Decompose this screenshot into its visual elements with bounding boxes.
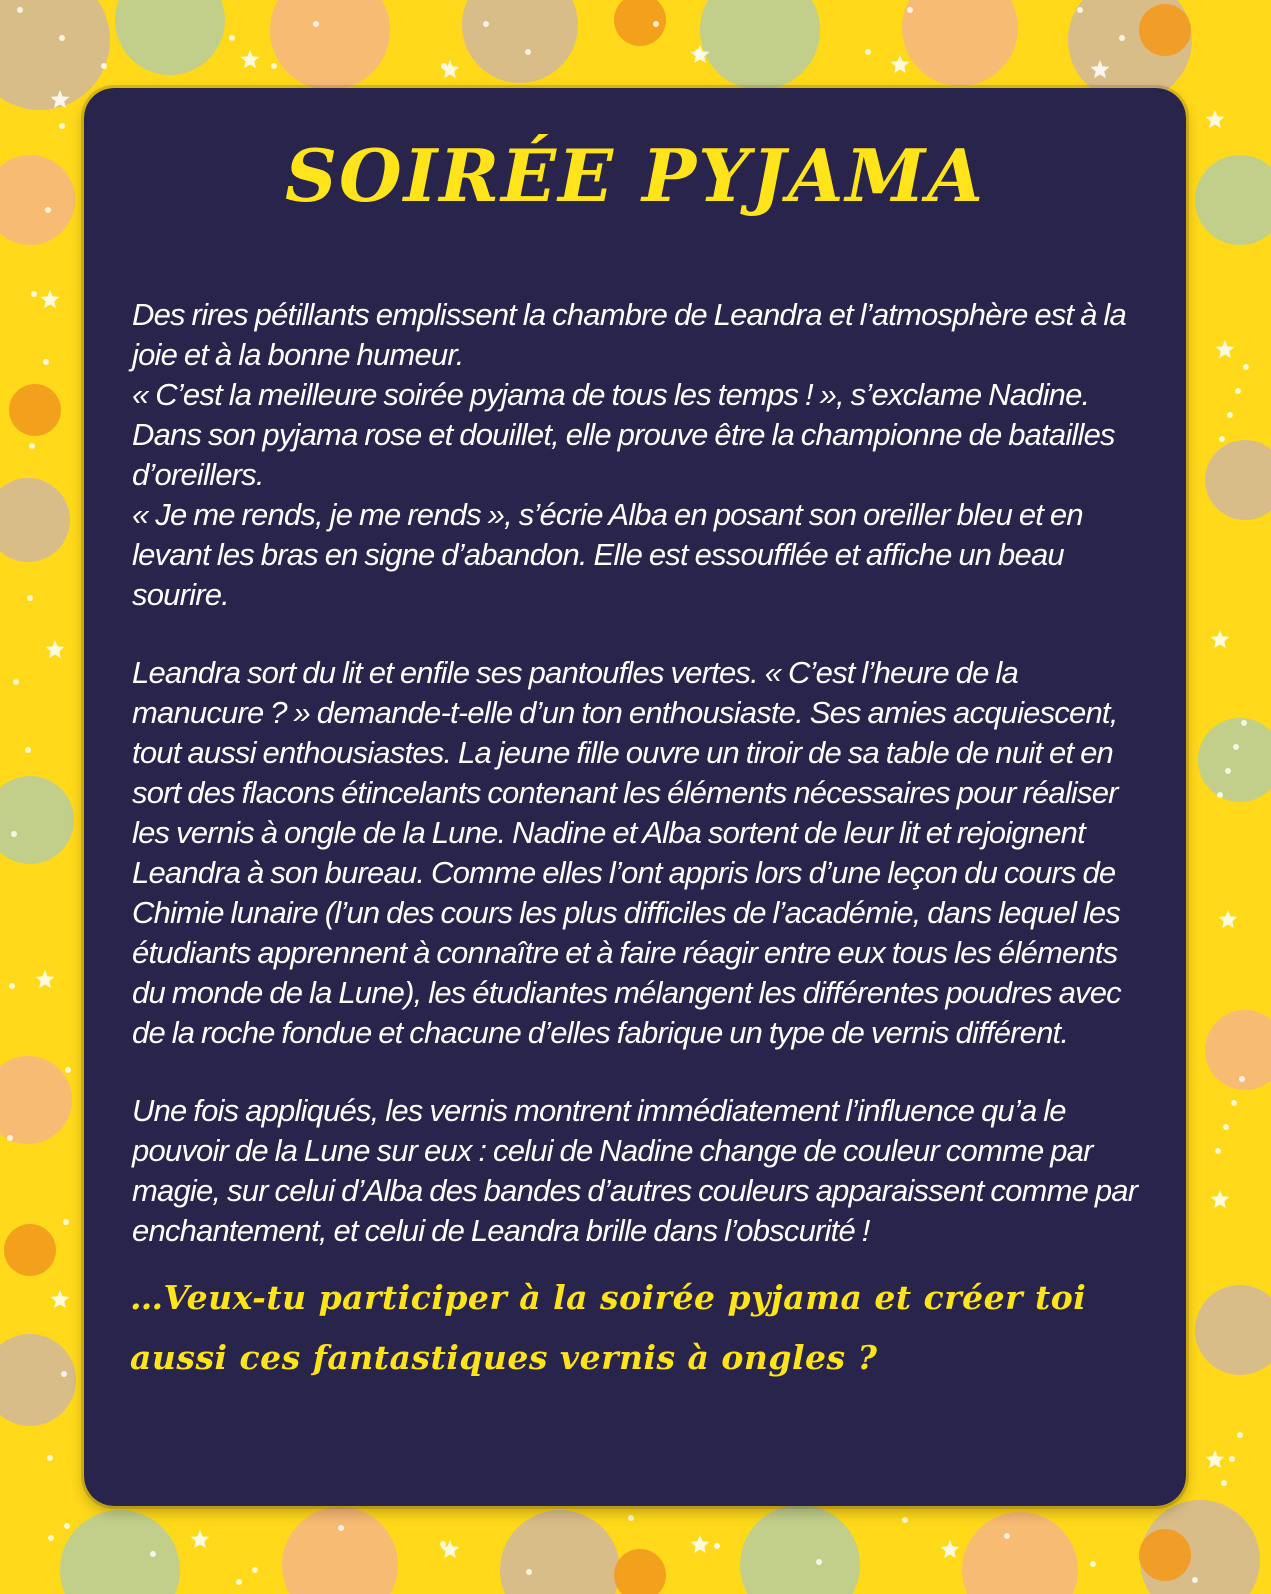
- sparkle-dot: [1241, 720, 1247, 726]
- sparkle-dot: [865, 49, 871, 55]
- sparkle-dot: [653, 21, 659, 27]
- sparkle-dot: [1231, 1100, 1237, 1106]
- sparkle-dot: [59, 123, 65, 129]
- story-text: [132, 295, 1152, 1289]
- sparkle-dot: [525, 49, 531, 55]
- orb-decoration: [9, 384, 61, 436]
- sparkle-dot: [59, 35, 65, 41]
- sparkle-dot: [27, 595, 33, 601]
- sparkle-dot: [1090, 1561, 1096, 1567]
- sparkle-dot: [440, 1541, 446, 1547]
- sparkle-dot: [1221, 1480, 1227, 1486]
- call-to-action: …Veux-tu participer à la soirée pyjama et créer toi aussi ces fantastiques vernis à ongles ?: [130, 1278, 1087, 1377]
- sparkle-dot: [483, 21, 489, 27]
- sparkle-dot: [17, 7, 23, 13]
- sparkle-dot: [907, 7, 913, 13]
- sparkle-dot: [338, 1525, 344, 1531]
- paragraph-line: Une fois appliqués, les vernis montrent immédiatement l’influence qu’a le pouvoir de la Lune sur eux : celui de Nadine change de couleur comme par magie, sur celui d’Alba des bandes d’autres couleurs apparaissent comme par enchantement, et celui de Leandra brille dans l’obscurité !: [132, 1093, 1138, 1248]
- sparkle-dot: [714, 1543, 720, 1549]
- sparkle-dot: [25, 747, 31, 753]
- paragraph-3: [132, 1091, 1152, 1251]
- sparkle-dot: [1223, 1124, 1229, 1130]
- sparkle-dot: [64, 1523, 70, 1529]
- sparkle-dot: [31, 291, 37, 297]
- sparkle-dot: [1227, 412, 1233, 418]
- sparkle-dot: [1219, 436, 1225, 442]
- paragraph-line: « C’est la meilleure soirée pyjama de tous les temps ! », s’exclame Nadine.: [132, 377, 1090, 412]
- sparkle-dot: [47, 1455, 53, 1461]
- story-panel: [84, 88, 1186, 1506]
- sparkle-dot: [1192, 1577, 1198, 1583]
- sparkle-dot: [1239, 1076, 1245, 1082]
- sparkle-dot: [65, 1067, 71, 1073]
- sparkle-dot: [1225, 768, 1231, 774]
- paragraph-line: Dans son pyjama rose et douillet, elle prouve être la championne de batailles d’oreillers.: [132, 417, 1115, 492]
- sparkle-dot: [313, 21, 319, 27]
- sparkle-dot: [441, 63, 447, 69]
- paragraph-line: « Je me rends, je me rends », s’écrie Alba en posant son oreiller bleu et en levant les bras en signe d’abandon. Elle est essoufflée et affiche un beau sourire.: [132, 497, 1083, 612]
- sparkle-dot: [48, 1535, 54, 1541]
- sparkle-dot: [1243, 364, 1249, 370]
- sparkle-dot: [1119, 35, 1125, 41]
- sparkle-dot: [1237, 1432, 1243, 1438]
- orb-decoration: [1139, 1529, 1191, 1581]
- orb-decoration: [4, 1224, 56, 1276]
- sparkle-dot: [902, 1517, 908, 1523]
- sparkle-dot: [29, 443, 35, 449]
- paragraph-2: [132, 653, 1152, 1053]
- sparkle-dot: [271, 63, 277, 69]
- sparkle-dot: [695, 49, 701, 55]
- sparkle-dot: [9, 983, 15, 989]
- sparkle-dot: [101, 63, 107, 69]
- sparkle-dot: [61, 1371, 67, 1377]
- paragraph-line: Leandra sort du lit et enfile ses pantoufles vertes. « C’est l’heure de la manucure ? » demande-t-elle d’un ton enthousiaste. Ses amies acquiescent, tout aussi enthousiastes. La jeune fille ouvre un tiroir de sa table de nuit et en sort des flacons étincelants contenant les éléments nécessaires pour réaliser les vernis à ongle de la Lune. Nadine et Alba sortent de leur lit et rejoignent Leandra à son bureau. Comme elles l’ont appris lors d’une leçon du cours de Chimie lunaire (l’un des cours les plus difficiles de l’académie, dans lequel les étudiants apprennent à connaître et à faire réagir entre eux tous les éléments du monde de la Lune), les étudiantes mélangent les différentes poudres avec de la roche fondue et chacune d’elles fabrique un type de vernis différent.: [132, 655, 1121, 1050]
- sparkle-dot: [150, 1551, 156, 1557]
- sparkle-dot: [1233, 744, 1239, 750]
- sparkle-dot: [13, 679, 19, 685]
- sparkle-dot: [816, 1559, 822, 1565]
- sparkle-dot: [1229, 1456, 1235, 1462]
- orb-decoration: [1139, 4, 1191, 56]
- sparkle-dot: [1077, 7, 1083, 13]
- sparkle-dot: [1217, 792, 1223, 798]
- paragraph-1: [132, 295, 1152, 615]
- sparkle-dot: [628, 1515, 634, 1521]
- sparkle-dot: [11, 831, 17, 837]
- sparkle-dot: [1235, 388, 1241, 394]
- sparkle-dot: [252, 1567, 258, 1573]
- sparkle-dot: [236, 1579, 242, 1585]
- sparkle-dot: [229, 35, 235, 41]
- sparkle-dot: [7, 1135, 13, 1141]
- sparkle-dot: [1215, 1148, 1221, 1154]
- paragraph-line: Des rires pétillants emplissent la chambre de Leandra et l’atmosphère est à la joie et à la bonne humeur.: [132, 297, 1126, 372]
- sparkle-dot: [43, 359, 49, 365]
- sparkle-dot: [526, 1569, 532, 1575]
- sparkle-dot: [63, 1219, 69, 1225]
- page-title: SOIRÉE PYJAMA: [284, 133, 986, 218]
- sparkle-dot: [1004, 1533, 1010, 1539]
- sparkle-dot: [45, 207, 51, 213]
